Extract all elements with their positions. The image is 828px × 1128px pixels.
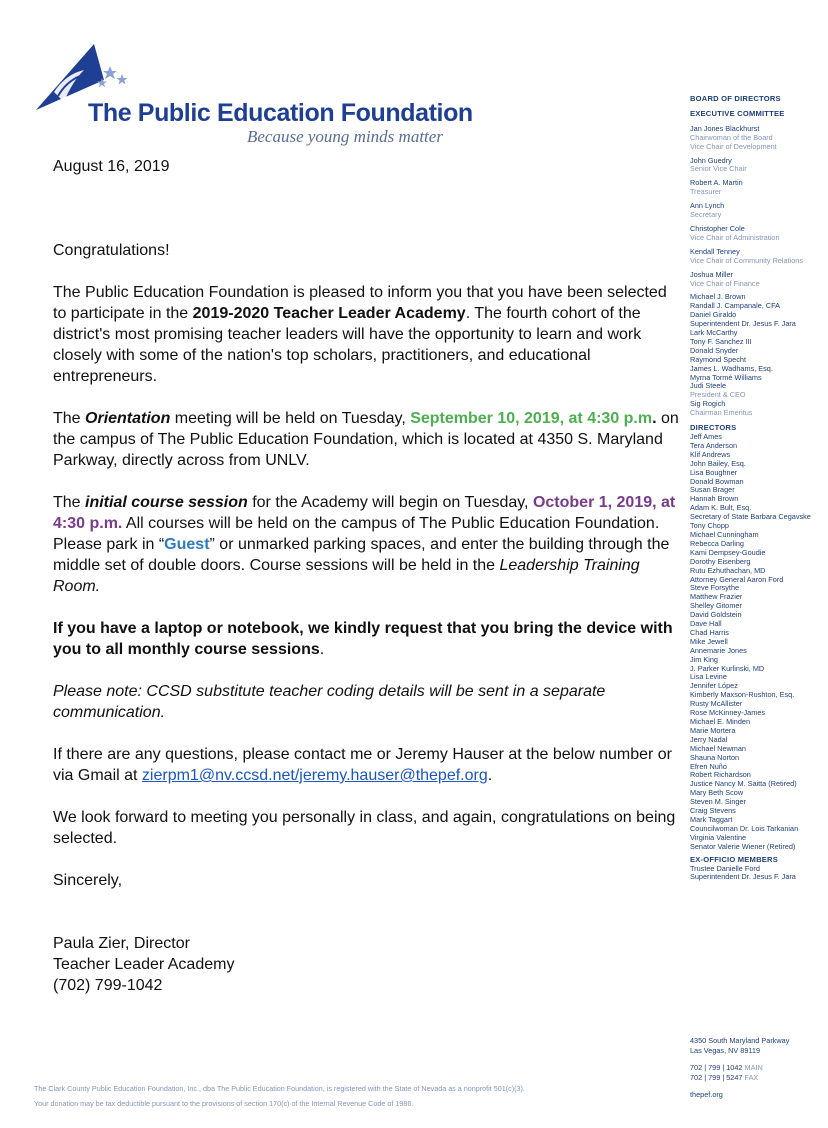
director-name: Efren Nuño [690, 761, 727, 771]
director-name: Susan Brager [690, 485, 735, 495]
member-name: James L. Wadhams, Esq. [690, 363, 773, 373]
director-name: Virginia Valentine [690, 832, 747, 842]
member-name: Kendall Tenney [690, 246, 740, 256]
director-name: Michael E. Minden [690, 717, 751, 726]
director-name: Jerry Nadal [690, 734, 728, 744]
signature-program: Teacher Leader Academy [53, 956, 235, 973]
signature-name: Paula Zier, Director [53, 935, 190, 952]
director-name: Shauna Norton [690, 752, 740, 762]
member-name: Michael J. Brown [690, 292, 746, 302]
director-name: Rose McKinney-James [690, 708, 766, 718]
phone-main: 702 | 799 | 1042 MAIN [690, 1063, 763, 1072]
director-name: Steve Forsythe [690, 583, 740, 593]
director-name: Lisa Levine [690, 672, 727, 682]
director-name: Michael Cunningham [690, 529, 759, 539]
director-name: Jim King [690, 654, 718, 664]
director-name: Secretary of State Barbara Cegavske [690, 512, 811, 522]
member-name: Lark McCarthy [690, 328, 738, 338]
member-name: Robert A. Martin [690, 178, 743, 188]
organization-tagline: Because young minds matter [247, 127, 443, 146]
director-name: Attorney General Aaron Ford [690, 574, 784, 584]
board-members-list [690, 293, 828, 418]
member-name: John Guedry [690, 155, 732, 165]
member-name: Myrna Tormé Williams [690, 372, 762, 382]
paragraph-closing-remark: We look forward to meeting you personally in class, and again, congratulations on being selected. [53, 809, 676, 847]
director-name: Mark Taggart [690, 814, 733, 824]
director-name: Michael Newman [690, 743, 746, 753]
contact-email-link[interactable]: zierpm1@nv.ccsd.net/jeremy.hauser@thepef.org [141, 767, 488, 784]
director-name: Donald Bowman [690, 476, 744, 486]
signature-phone: (702) 799-1042 [53, 977, 163, 994]
paragraph-course-session: The initial course session for the Academy will begin on Tuesday, October 1, 2019, at 4:30 p.m. All courses will be held on the campus of The Public Education Foundation. Please park in “Guest” or unmarked parking spaces, and enter the building through the middle set of double doors. Course sessions will be held in the Leadership Training Room. [53, 494, 676, 595]
director-name: Jennifer López [690, 681, 738, 691]
director-name: Annemarie Jones [690, 645, 747, 655]
director-name: Chad Harris [690, 627, 729, 637]
address-street: 4350 South Maryland Parkway [690, 1036, 790, 1045]
member-title: Secretary [690, 210, 722, 220]
address-city: Las Vegas, NV 89119 [690, 1045, 761, 1055]
executive-committee-list [690, 125, 828, 289]
executive-member [690, 225, 828, 243]
member-name: Raymond Specht [690, 354, 746, 364]
letter-greeting: Congratulations! [53, 242, 170, 259]
phone-fax: 702 | 799 | 5247 FAX [690, 1072, 759, 1082]
member-name: Ann Lynch [690, 201, 725, 211]
ex-officio-heading: EX-OFFICIO MEMBERS [690, 854, 778, 864]
director-name: Councilwoman Dr. Lois Tarkanian [690, 823, 799, 833]
legal-footer [34, 1081, 525, 1111]
paragraph-selection: The Public Education Foundation is pleased to inform you that you have been selected to participate in the 2019-2020 Teacher Leader Academy. The fourth cohort of the district's most promising teacher leaders will have the opportunity to learn and work closely with some of the nation's top scholars, practitioners, and educational entrepreneurs. [53, 284, 667, 385]
member-name: Jan Jones Blackhurst [690, 123, 760, 133]
paragraph-laptop: If you have a laptop or notebook, we kindly request that you bring the device with you to all monthly course sessions. [53, 620, 673, 658]
director-name: Adam K. Bult, Esq. [690, 503, 752, 513]
member-title: Vice Chair of Administration [690, 232, 780, 242]
director-name: Rebecca Darling [690, 538, 744, 548]
address-block [690, 1036, 789, 1100]
member-title: Senior Vice Chair [690, 164, 747, 174]
director-name: Hannah Brown [690, 494, 739, 504]
board-heading: BOARD OF DIRECTORS [690, 95, 781, 103]
paragraph-orientation: The Orientation meeting will be held on Tuesday, September 10, 2019, at 4:30 p.m. on the campus of The Public Education Foundation, which is located at 4350 S. Maryland Parkway, directly across from UNLV. [53, 410, 679, 469]
director-name: John Bailey, Esq. [690, 458, 746, 468]
paragraph-contact: If there are any questions, please contact me or Jeremy Hauser at the below number or via Gmail at zierpm1@nv.ccsd.net/jeremy.hauser@thepef.org. [53, 746, 672, 784]
member-name: Donald Snyder [690, 345, 739, 355]
member-title: President & CEO [690, 390, 746, 400]
director-name: Tony Chopp [690, 521, 729, 531]
director-name: Mike Jewell [690, 636, 728, 646]
director-name: J. Parker Kurlinski, MD [690, 663, 765, 673]
member-name: Randall J. Campanale, CFA [690, 301, 781, 311]
director-name: Justice Nancy M. Saitta (Retired) [690, 779, 797, 789]
organization-name: The Public Education Foundation [88, 99, 473, 127]
director-name: Shelley Gitomer [690, 601, 742, 611]
executive-member [690, 125, 828, 143]
director-name: Matthew Frazier [690, 592, 743, 602]
letter-date: August 16, 2019 [53, 158, 170, 175]
director-name: Senator Valerie Wiener (Retired) [690, 841, 796, 851]
directors-heading: DIRECTORS [690, 423, 737, 433]
member-name: Superintendent Dr. Jesus F. Jara [690, 319, 796, 329]
director-name: Dave Hall [690, 619, 722, 629]
footer-line-2: Your donation may be tax deductible pursuant to the provisions of section 170(c) of the Internal Revenue Code of 1986. [34, 1099, 414, 1108]
member-title: Vice Chair of Development [690, 141, 777, 151]
member-title: Chairwoman of the Board [690, 132, 773, 142]
website-link[interactable]: thepef.org [690, 1090, 723, 1099]
director-name: Klif Andrews [690, 449, 731, 459]
paragraph-note: Please note: CCSD substitute teacher coding details will be sent in a separate communication. [53, 683, 606, 721]
member-title: Vice Chair of Community Relations [690, 255, 804, 265]
directors-list [690, 433, 828, 852]
ex-officio-name: Superintendent Dr. Jesus F. Jara [690, 872, 796, 882]
director-name: Marie Mortera [690, 725, 736, 735]
director-name: Craig Stevens [690, 806, 736, 816]
member-name: Joshua Miller [690, 269, 733, 279]
director-name: Steven M. Singer [690, 797, 746, 807]
executive-member [690, 248, 828, 266]
director-name: Robert Richardson [690, 770, 751, 780]
ex-officio-name: Trustee Danielle Ford [690, 863, 760, 873]
director-name: Jeff Ames [690, 432, 722, 441]
executive-member [690, 202, 828, 220]
executive-member [690, 157, 828, 175]
letter-closing: Sincerely, [53, 872, 123, 889]
ex-officio-list [690, 865, 828, 883]
member-name: Daniel Giraldo [690, 310, 737, 320]
member-name: Christopher Cole [690, 223, 745, 233]
director-name: Kimberly Maxson-Rushton, Esq. [690, 690, 795, 700]
member-name: Sig Rogich [690, 399, 726, 409]
member-title: Treasurer [690, 187, 722, 197]
board-sidebar [690, 95, 828, 882]
director-name: Lisa Boughner [690, 467, 738, 477]
executive-member [690, 143, 828, 152]
director-name: Mary Beth Scow [690, 788, 744, 798]
footer-line-1: The Clark County Public Education Foundation, Inc., dba The Public Education Foundation, is registered with the State of Nevada as a nonprofit 501(c)(3). [34, 1084, 525, 1093]
director-name: Rutu Ezhuthachan, MD [690, 565, 766, 575]
member-name: Tony F. Sanchez III [690, 336, 752, 346]
member-name: Judi Steele [690, 381, 727, 391]
director-name: Tera Anderson [690, 440, 738, 450]
letter-body [53, 150, 683, 996]
director-name: David Goldstein [690, 610, 742, 620]
executive-member [690, 179, 828, 197]
executive-member [690, 271, 828, 289]
director-name: Dorothy Eisenberg [690, 556, 751, 566]
director-name: Kami Dempsey-Goudie [690, 547, 766, 557]
executive-committee-heading: EXECUTIVE COMMITTEE [690, 108, 785, 118]
member-title: Vice Chair of Finance [690, 278, 760, 288]
member-title: Chairman Emeritus [690, 408, 753, 418]
director-name: Rusty McAllister [690, 699, 743, 709]
